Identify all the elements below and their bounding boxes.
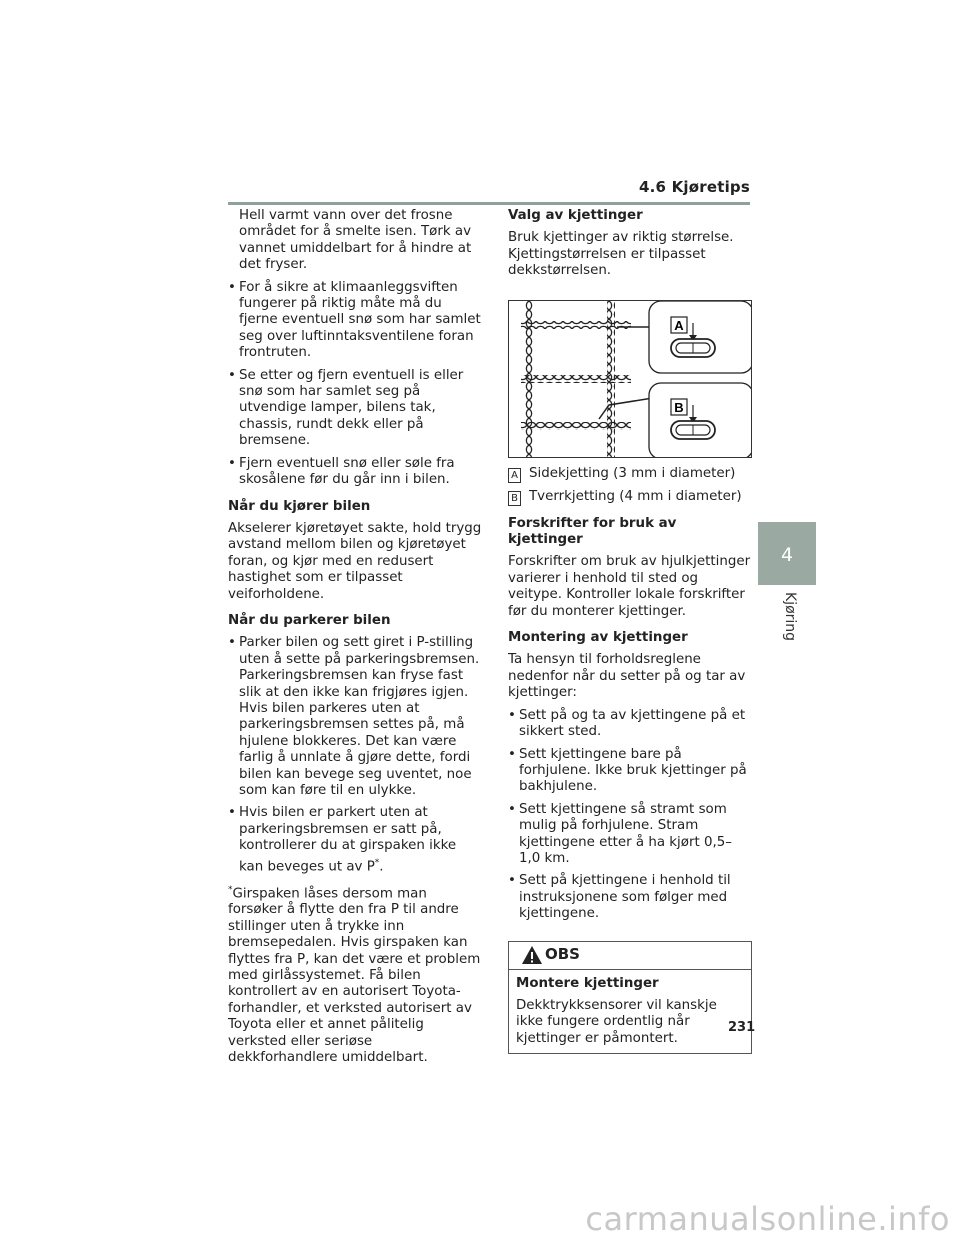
- list-item: • Se etter og fjern eventuell is eller snø som har samlet seg på utvendige lamper, bilens tak, chassis, rundt dekk eller på bremsene.: [228, 367, 464, 449]
- page-number: 231: [728, 1020, 756, 1035]
- label-a: A: [674, 317, 684, 333]
- callout-b: [649, 383, 751, 457]
- chain-illustration: [508, 300, 752, 458]
- footnote-marker: *: [374, 857, 380, 868]
- obs-title: OBS: [509, 942, 751, 970]
- list-item: • Sett på og ta av kjettingene på et sikkert sted.: [508, 707, 746, 740]
- rules-text: Forskrifter om bruk av hjulkjettinger varierer i henhold til sted og veitype. Kontroller lokale forskrifter før du monterer kjettinger.: [508, 554, 751, 619]
- heading-mounting: Montering av kjettinger: [508, 630, 688, 646]
- callout-a: [649, 301, 751, 373]
- list-item: • Fjern eventuell snø eller søle fra skosålene før du går inn i bilen.: [228, 455, 455, 488]
- side-chain: [607, 301, 615, 457]
- chapter-label: Kjøring: [782, 592, 798, 642]
- list-item: • Sett kjettingene så stramt som mulig på forhjulene. Stram kjettingene etter å ha kjørt 0,5–1,0 km.: [508, 801, 732, 866]
- heading-parking: Når du parkerer bilen: [228, 612, 391, 628]
- chapter-number: 4: [780, 544, 794, 566]
- footnote: *Girspaken låses dersom man forsøker å flytte den fra P til andre stillinger uten å trykke inn bremsepedalen. Hvis girspaken kan flyttes fra P, kan det være et problem med girlåssystemet. Få bilen kontrollert av en autorisert Toyota-forhandler, et verksted autorisert av Toyota eller et annet pålitelig verksted eller seriøse dekkforhandlere umiddelbart.: [228, 884, 481, 1066]
- heading-choice: Valg av kjettinger: [508, 208, 643, 223]
- legend-item-a: [508, 466, 752, 483]
- obs-body: [509, 970, 751, 1048]
- heading-rules: Forskrifter for bruk av kjettinger: [508, 515, 677, 548]
- badge-b: B: [508, 491, 521, 506]
- choice-text: Bruk kjettinger av riktig størrelse. Kjettingstørrelsen er tilpasset dekkstørrelsen.: [508, 230, 734, 279]
- label-b: B: [674, 399, 684, 415]
- list-item: • Parker bilen og sett giret i P-stilling uten å sette på parkeringsbremsen. Parkeringsbremsen kan fryse fast slik at den ikke kan frigjøres igjen. Hvis bilen parkeres uten at parkeringsbremsen settes på, må hjulene blokkeres. Det kan være farlig å unnlate å gjøre dette, fordi bilen kan bevege seg uventet, noe som kan føre til en ulykke.: [228, 635, 480, 798]
- mounting-text: Ta hensyn til forholdsreglene nedenfor når du setter på og tar av kjettinger:: [508, 652, 746, 701]
- list-item: • Sett kjettingene bare på forhjulene. Ikke bruk kjettinger på bakhjulene.: [508, 746, 747, 795]
- list-item: • Hvis bilen er parkert uten at parkeringsbremsen er satt på, kontrollerer du at girspaken ikke kan beveges ut av P*.: [228, 805, 457, 875]
- obs-text: Dekktrykksensorer vil kanskje ikke fungere ordentlig når kjettinger er påmontert.: [516, 997, 717, 1046]
- side-chain: [525, 301, 533, 457]
- mounting-bullet-list: [508, 708, 752, 923]
- legend-text: Tverrkjetting (4 mm i diameter): [529, 488, 742, 504]
- list-item: • For å sikre at klimaanleggsviften fungerer på riktig måte må du fjerne eventuell snø som har samlet seg over luftinntaksventilene foran frontruten.: [228, 279, 481, 361]
- obs-notice-box: [508, 941, 752, 1055]
- chain-diagram: [509, 301, 751, 457]
- header-rule: [228, 202, 750, 205]
- heading-driving: Når du kjører bilen: [228, 498, 371, 514]
- warning-icon: [521, 945, 543, 965]
- section-header: 4.6 Kjøretips: [638, 178, 750, 196]
- driving-text: Akselerer kjøretøyet sakte, hold trygg avstand mellom bilen og kjøretøyet foran, og kjør med en redusert hastighet som er tilpasset veiforholdene.: [228, 520, 482, 602]
- legend-item-b: [508, 489, 752, 506]
- badge-a: A: [508, 468, 521, 483]
- legend-text: Sidekjetting (3 mm i diameter): [529, 465, 736, 481]
- right-column: [508, 208, 752, 1054]
- intro-text: Hell varmt vann over det frosne området for å smelte isen. Tørk av vannet umiddelbart for å hindre at det fryser.: [239, 208, 472, 273]
- left-column: [228, 208, 484, 1072]
- winter-bullet-list: [228, 280, 484, 489]
- watermark: carmanualsonline.info: [585, 1200, 950, 1238]
- obs-subheading: Montere kjettinger: [516, 975, 659, 991]
- parking-bullet-list: [228, 635, 484, 875]
- list-item: • Sett på kjettingene i henhold til instruksjonene som følger med kjettingene.: [508, 873, 731, 922]
